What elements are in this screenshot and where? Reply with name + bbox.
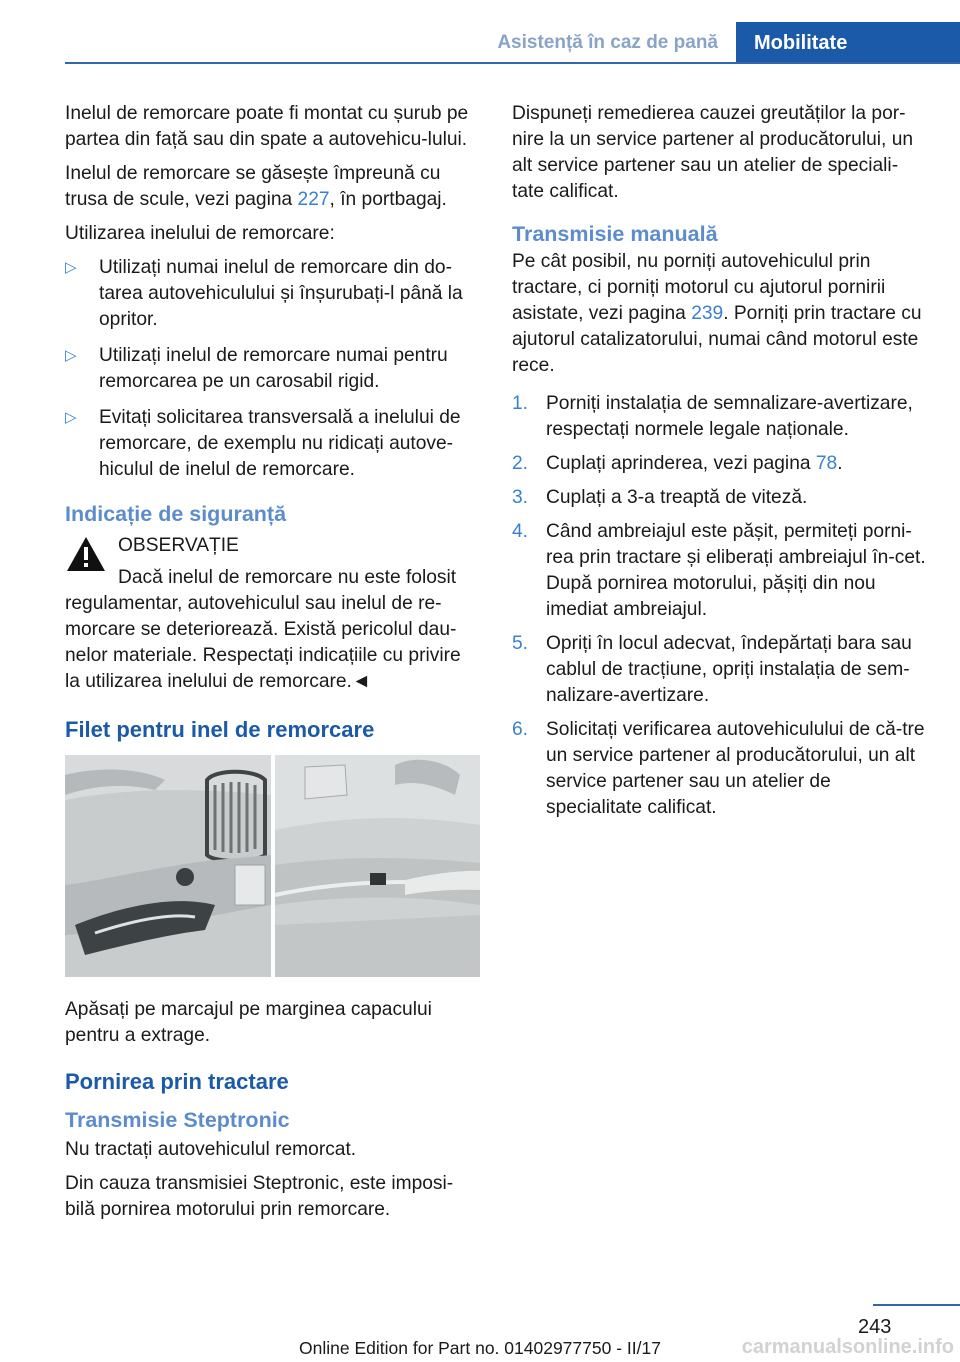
header-rule <box>65 62 960 64</box>
page-link-227[interactable]: 227 <box>297 189 330 210</box>
header-section-title: Asistență în caz de pană <box>497 32 718 53</box>
paragraph: Inelul de remorcare se găsește împreună cu trusa de scule, vezi pagina 227, în portbagaj. <box>65 163 447 210</box>
step-number: 3. <box>512 487 529 508</box>
triangle-bullet-icon: ▷ <box>65 259 77 276</box>
left-column <box>65 101 480 1231</box>
list-item: 5. Opriți în locul adecvat, îndepărtați bara sau cablul de tracțiune, opriți instalația de sem-nalizare-avertizare. <box>512 633 912 706</box>
paragraph: Pe cât posibil, nu porniți autovehiculul prin tractare, ci porniți motorul cu ajutorul pornirii asistate, vezi pagina 239. Porniți prin tractare cu ajutorul catalizatorului, numai când motorul este rece. <box>512 251 922 376</box>
right-column <box>512 101 927 829</box>
list-item: ▷ Utilizați inelul de remorcare numai pentru remorcarea pe un carosabil rigid. <box>65 345 448 392</box>
warning-triangle-icon <box>65 535 107 573</box>
step-number: 2. <box>512 453 529 474</box>
list-item: 4. Când ambreiajul este pășit, permiteți porni-rea prin tractare și eliberați ambreiajul în-cet. După pornirea motorului, pășiți din nou imediat ambreiajul. <box>512 521 926 620</box>
paragraph: Din cauza transmisiei Steptronic, este imposi-bilă pornirea motorului prin remorcare. <box>65 1173 454 1220</box>
footer-rule <box>873 1304 960 1306</box>
manual-transmission-heading: Transmisie manuală <box>512 222 718 246</box>
safety-heading: Indicație de siguranță <box>65 502 287 526</box>
warning-title: OBSERVAȚIE <box>118 535 239 556</box>
paragraph: Utilizarea inelului de remorcare: <box>65 223 335 244</box>
thread-heading: Filet pentru inel de remorcare <box>65 717 375 742</box>
paragraph: Inelul de remorcare poate fi montat cu șurub pe partea din față sau din spate a autovehicu-lului. <box>65 103 469 150</box>
list-item: 1. Porniți instalația de semnalizare-avertizare, respectați normele legale naționale. <box>512 393 913 440</box>
paragraph: Dispuneți remedierea cauzei greutăților la por-nire la un service partener al producătorului, un alt service partener sau un atelier de speciali-tate calificat. <box>512 103 914 202</box>
step-number: 4. <box>512 521 529 542</box>
page-link-78[interactable]: 78 <box>815 453 838 474</box>
warning-text: Dacă inelul de remorcare nu este folosit regulamentar, autovehiculul sau inelul de re-morcare se deteriorează. Există pericolul dau-nelor materiale. Respectați indicațiile cu privire la utilizarea inelului de remorcare.◄ <box>65 567 461 692</box>
steptronic-heading: Transmisie Steptronic <box>65 1108 290 1132</box>
triangle-bullet-icon: ▷ <box>65 409 77 426</box>
step-number: 5. <box>512 633 529 654</box>
paragraph: Nu tractați autovehiculul remorcat. <box>65 1139 357 1160</box>
triangle-bullet-icon: ▷ <box>65 347 77 364</box>
list-item: 3. Cuplați a 3-a treaptă de viteză. <box>512 485 927 511</box>
step-number: 1. <box>512 393 529 414</box>
figure-caption: Apăsați pe marcajul pe marginea capacului pentru a extrage. <box>65 999 432 1046</box>
warning-block <box>65 533 480 695</box>
step-number: 6. <box>512 719 529 740</box>
edition-note: Online Edition for Part no. 01402977750 - II/17 <box>299 1338 661 1358</box>
list-item: 6. Solicitați verificarea autovehiculului de că-tre un service partener al producătorului, un alt service partener sau un atelier de specialitate calificat. <box>512 719 925 818</box>
tow-eye-cover-photo <box>65 755 480 977</box>
page-link-239[interactable]: 239 <box>691 303 724 324</box>
tow-start-heading: Pornirea prin tractare <box>65 1069 289 1094</box>
watermark: carmanualsonline.info <box>741 1336 954 1358</box>
page-number: 243 <box>858 1316 892 1338</box>
list-item: 2. Cuplați aprinderea, vezi pagina 78. <box>512 451 927 477</box>
header-tab-mobility[interactable]: Mobilitate <box>736 22 960 62</box>
list-item: ▷ Utilizați numai inelul de remorcare din do-tarea autovehiculului și înșurubați-l până la opritor. <box>65 257 463 330</box>
list-item: ▷ Evitați solicitarea transversală a inelului de remorcare, de exemplu nu ridicați autove-hiculul de inelul de remorcare. <box>65 407 461 480</box>
